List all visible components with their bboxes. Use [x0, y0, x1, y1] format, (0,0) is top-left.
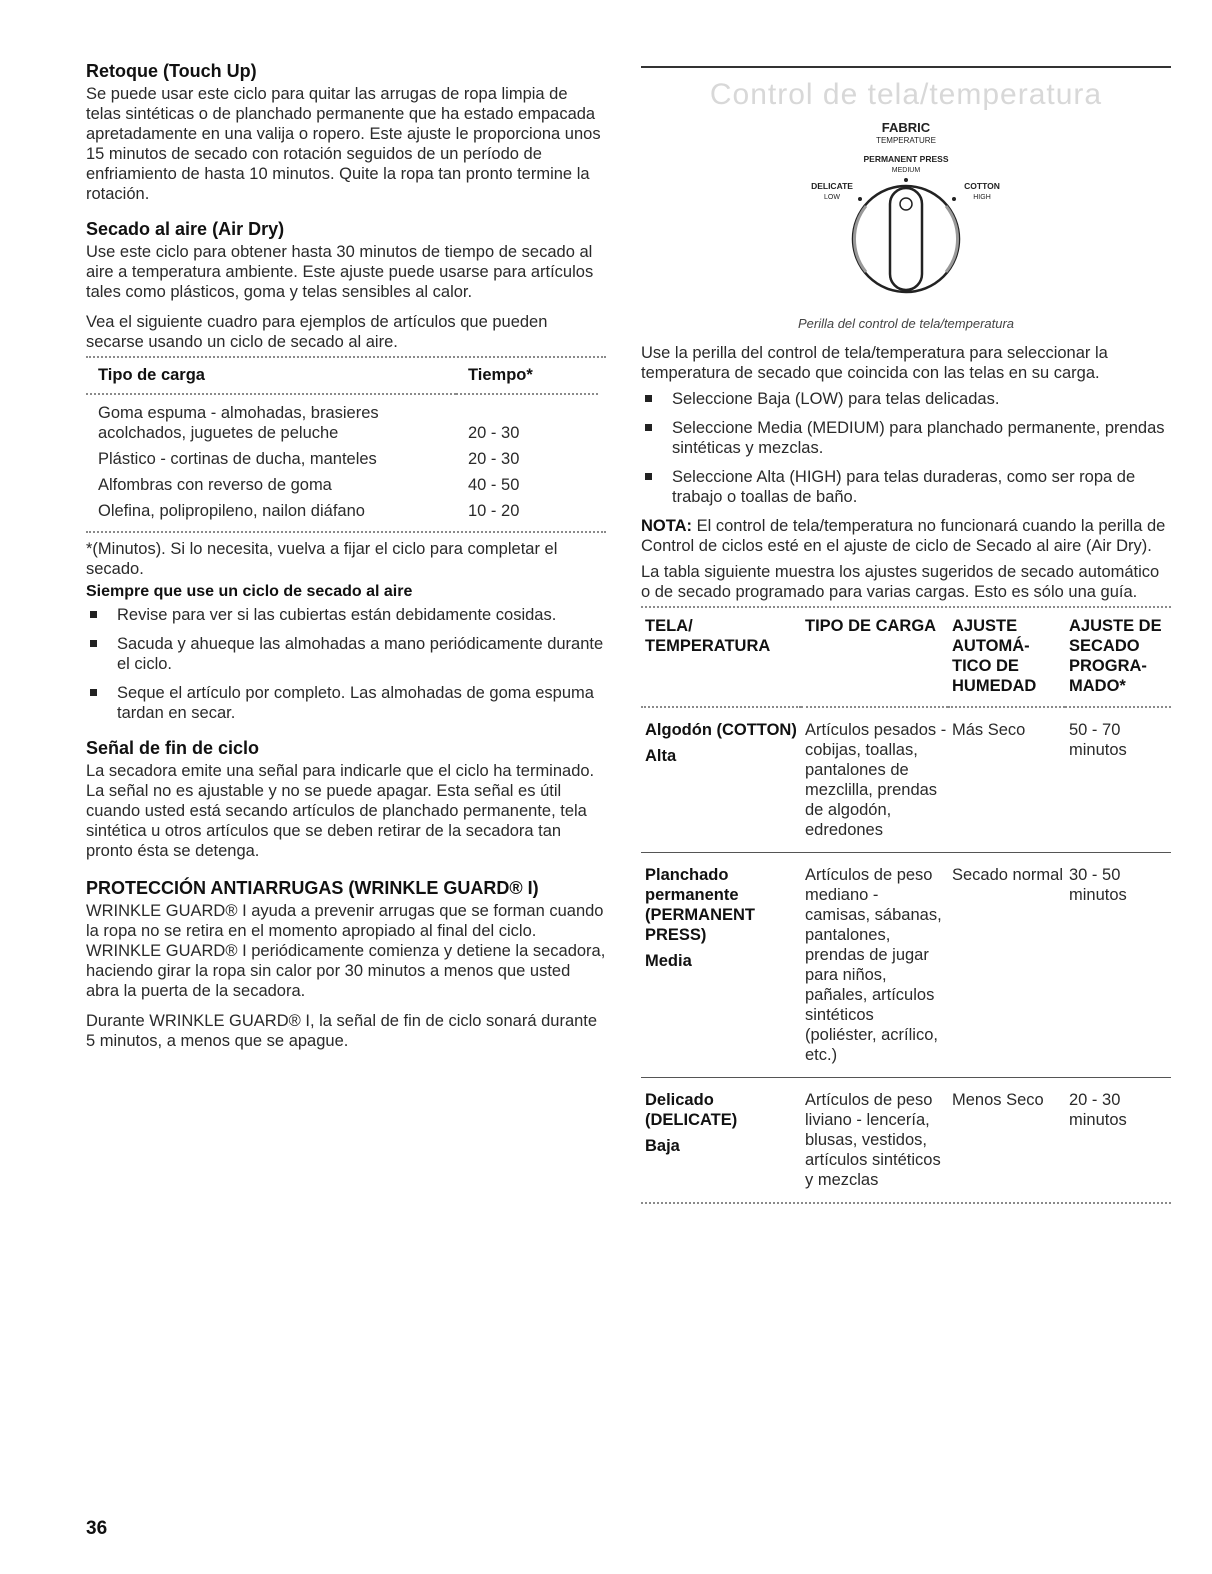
col-header-load-type: TIPO DE CARGA [805, 617, 937, 635]
table-intro: La tabla siguiente muestra los ajustes sugeridos de secado automático o de secado programado para varias cargas. Esto es sólo una guía. [641, 563, 1160, 601]
wrinkle-text-1: WRINKLE GUARD® I ayuda a prevenir arrugas que se forman cuando la ropa no se retira en el momento apropiado al final del ciclo. WRINKLE GUARD® I periódicamente comienza y detiene la secadora, haciendo girar la ropa sin calor por 30 minutos a menos que usted abra la puerta de la secadora. [86, 902, 606, 1000]
control-note [641, 516, 1171, 556]
load-cell: Artículos de peso mediano - camisas, sábanas, pantalones, prendas de jugar para niños, pañales, artículos sintéticos (poliéster, acrílico, etc.) [801, 853, 948, 1078]
table-row [86, 499, 598, 531]
fabric-name: Algodón (COTTON) [645, 721, 797, 739]
wrinkle-text-2: Durante WRINKLE GUARD® I, la señal de fin de ciclo sonará durante 5 minutos, a menos que se apague. [86, 1012, 598, 1050]
col-header-auto: AJUSTE AUTOMÁ- TICO DE HUMEDAD [952, 617, 1037, 695]
fabric-name: Delicado (DELICATE) [645, 1091, 738, 1129]
dial-dot-medium [904, 178, 908, 182]
timed-cell: 30 - 50 minutos [1065, 853, 1171, 1078]
list-item: Sacuda y ahueque las almohadas a mano periódicamente durante el ciclo. [86, 634, 606, 674]
settings-table [641, 608, 1171, 1202]
knob-indicator [900, 198, 912, 210]
load-cell: Artículos pesados - cobijas, toallas, pantalones de mezclilla, prendas de algodón, edredones [801, 707, 948, 853]
temp-level: Media [645, 952, 692, 970]
settings-table-bottom-divider [641, 1202, 1171, 1204]
dial-label-fabric: FABRIC [881, 120, 931, 135]
table-row [86, 473, 598, 499]
page-number: 36 [86, 1518, 108, 1539]
fabric-cell [641, 1078, 801, 1203]
timed-cell: 20 - 30 minutos [1069, 1091, 1127, 1129]
time-cell: 20 - 30 [468, 424, 520, 442]
table-row [641, 1078, 1171, 1203]
section-title: Control de tela/temperatura [709, 78, 1103, 111]
air-dry-bullets [86, 605, 606, 723]
control-bullets [641, 389, 1171, 507]
list-item: Revise para ver si las cubiertas están debidamente cosidas. [86, 605, 606, 625]
list-item: Seque el artículo por completo. Las almohadas de goma espuma tardan en secar. [86, 683, 606, 723]
time-cell: 10 - 20 [468, 502, 520, 520]
load-cell: Olefina, polipropileno, nailon diáfano [98, 502, 365, 520]
load-cell: Plástico - cortinas de ducha, manteles [98, 450, 377, 468]
temp-level: Baja [645, 1137, 680, 1155]
dial-label-low: LOW [824, 194, 840, 201]
fabric-name: Planchado permanente (PERMANENT PRESS) [645, 866, 755, 944]
signal-text: La secadora emite una señal para indicarle que el ciclo ha terminado. La señal no es ajustable y no se puede apagar. Esta señal es útil cuando usted está secando artículos de planchado permanente, tela sintética u otros artículos que se deben retirar de la secadora tan pronto ésta se detenga. [86, 762, 595, 860]
dial-dot-low [858, 197, 862, 201]
time-cell: 20 - 30 [468, 450, 520, 468]
col-header-fabric: TELA/ TEMPERATURA [645, 617, 771, 655]
section-rule [641, 66, 1171, 68]
dial-label-medium: MEDIUM [891, 167, 921, 174]
note-text: El control de tela/temperatura no funcionará cuando la perilla de Control de ciclos esté en el ajuste de ciclo de Secado al aire (Air Dry). [641, 517, 1166, 555]
fabric-temperature-knob [776, 114, 1036, 314]
dial-dot-high [952, 197, 956, 201]
control-intro: Use la perilla del control de tela/temperatura para seleccionar la temperatura de secado que coincida con las telas en su carga. [641, 344, 1108, 382]
fabric-cell [641, 707, 801, 853]
table-row [641, 853, 1171, 1078]
knob-caption: Perilla del control de tela/temperatura [797, 316, 1015, 331]
dial-label-cotton: COTTON [964, 181, 1000, 191]
table-row [641, 707, 1171, 853]
air-dry-subheading: Siempre que use un ciclo de secado al aire [86, 583, 413, 600]
right-column [641, 60, 1171, 1204]
load-cell: Alfombras con reverso de goma [98, 476, 332, 494]
load-cell: Goma espuma - almohadas, brasieres acolchados, juguetes de peluche [98, 404, 379, 442]
load-cell: Artículos de peso liviano - lencería, blusas, vestidos, artículos sintéticos y mezclas [805, 1091, 941, 1189]
dial-label-high: HIGH [973, 194, 991, 201]
note-label: NOTA: [641, 517, 693, 535]
timed-cell: 50 - 70 minutos [1065, 707, 1171, 853]
auto-cell: Menos Seco [952, 1091, 1044, 1109]
air-dry-text-1: Use este ciclo para obtener hasta 30 minutos de tiempo de secado al aire a temperatura ambiente. Este ajuste puede usarse para artículos tales como plásticos, goma y telas sensibles al calor. [86, 243, 594, 301]
col-header-time: Tiempo* [468, 366, 533, 384]
signal-heading: Señal de fin de ciclo [86, 738, 260, 758]
list-item: Seleccione Alta (HIGH) para telas duraderas, como ser ropa de trabajo o toallas de baño. [641, 467, 1171, 507]
auto-cell: Más Seco [948, 707, 1065, 853]
retoque-text: Se puede usar este ciclo para quitar las arrugas de ropa limpia de telas sintéticas o de planchado permanente que ha estado empacada apretadamente en una valija o ropero. Este ajuste le proporciona unos 15 minutos de secado con rotación seguidos de un período de enfriamiento de hasta 10 minutos. Quite la ropa tan pronto termine la rotación. [86, 85, 601, 203]
time-cell: 40 - 50 [468, 476, 520, 494]
list-item: Seleccione Baja (LOW) para telas delicadas. [641, 389, 1171, 409]
retoque-heading: Retoque (Touch Up) [86, 61, 257, 81]
table-row [86, 401, 598, 447]
table-row [86, 447, 598, 473]
air-dry-text-2: Vea el siguiente cuadro para ejemplos de artículos que pueden secarse usando un ciclo de secado al aire. [86, 313, 548, 351]
temp-level: Alta [645, 747, 677, 765]
list-item: Seleccione Media (MEDIUM) para planchado permanente, prendas sintéticas y mezclas. [641, 418, 1171, 458]
wrinkle-heading: PROTECCIÓN ANTIARRUGAS (WRINKLE GUARD® I) [86, 878, 539, 898]
col-header-timed: AJUSTE DE SECADO PROGRA- MADO* [1069, 617, 1162, 695]
left-column [86, 60, 606, 1061]
dial-label-temperature: TEMPERATURE [876, 136, 936, 145]
fabric-cell [641, 853, 801, 1078]
dial-label-permanent-press: PERMANENT PRESS [863, 154, 949, 164]
air-dry-heading: Secado al aire (Air Dry) [86, 219, 285, 239]
dial-label-delicate: DELICATE [811, 181, 853, 191]
table-bottom-divider [86, 531, 606, 533]
table-footnote: *(Minutos). Si lo necesita, vuelva a fijar el ciclo para completar el secado. [86, 540, 558, 578]
air-dry-table [86, 358, 598, 531]
auto-cell: Secado normal [948, 853, 1065, 1078]
col-header-load: Tipo de carga [98, 366, 205, 384]
